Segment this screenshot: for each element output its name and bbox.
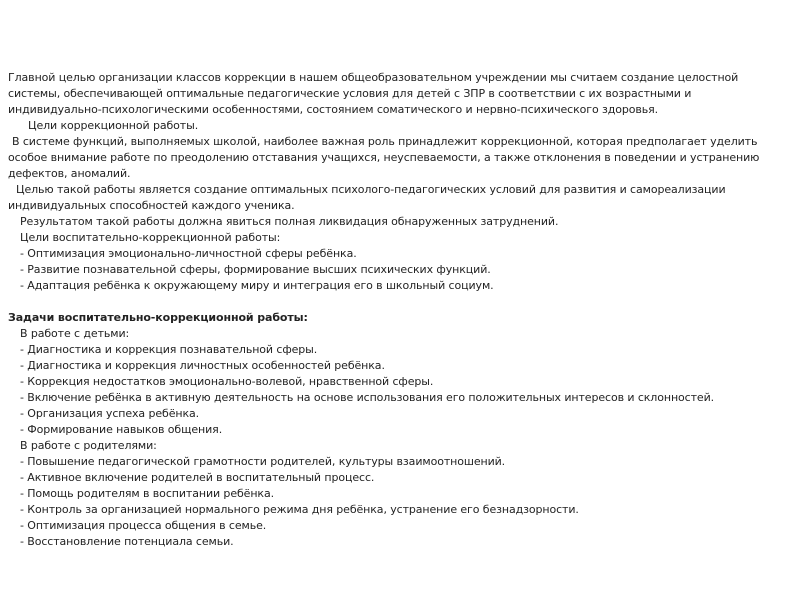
list-item: - Повышение педагогической грамотности родителей, культуры взаимоотношений. [20, 455, 506, 468]
intro-paragraph: Главной целью организации классов коррекции в нашем общеобразовательном учреждении мы считаем создание целостной системы, обеспечивающей оптимальные педагогические условия для детей с ЗПР в соответствии с их возрастными и индивидуально-психологическими особенностями, состоянием соматического и нервно-психического здоровья. [8, 71, 739, 116]
list-item: - Оптимизация эмоционально-личностной сферы ребёнка. [20, 247, 357, 260]
system-functions-paragraph: В системе функций, выполняемых школой, наиболее важная роль принадлежит коррекционной, которая предполагает уделить особое внимание работе по преодолению отставания учащихся, неуспеваемости, а также отклонения в поведении и устранению дефектов, аномалий. [8, 135, 760, 180]
list-item: - Оптимизация процесса общения в семье. [20, 519, 267, 532]
list-item: - Формирование навыков общения. [20, 423, 223, 436]
list-item: - Диагностика и коррекция познавательной сферы. [20, 343, 318, 356]
goals-list [8, 246, 783, 294]
educational-goals-title: Цели воспитательно-коррекционной работы: [20, 231, 281, 244]
list-item: - Помощь родителям в воспитании ребёнка. [20, 487, 275, 500]
aim-paragraph: Целью такой работы является создание оптимальных психолого-педагогических условий для развития и самореализации индивидуальных способностей каждого ученика. [8, 183, 726, 212]
children-section [8, 326, 783, 438]
list-item: - Диагностика и коррекция личностных особенностей ребёнка. [20, 359, 385, 372]
result-paragraph: Результатом такой работы должна явиться полная ликвидация обнаруженных затруднений. [20, 215, 559, 228]
parents-section-title: В работе с родителями: [20, 439, 157, 452]
list-item: - Организация успеха ребёнка. [20, 407, 200, 420]
correction-goals-title: Цели коррекционной работы. [28, 119, 199, 132]
list-item: - Восстановление потенциала семьи. [20, 535, 234, 548]
children-section-title: В работе с детьми: [20, 327, 130, 340]
list-item: - Контроль за организацией нормального режима дня ребёнка, устранение его безнадзорности. [20, 503, 579, 516]
list-item: - Активное включение родителей в воспитательный процесс. [20, 471, 375, 484]
list-item: - Адаптация ребёнка к окружающему миру и интеграция его в школьный социум. [20, 279, 494, 292]
list-item: - Коррекция недостатков эмоционально-волевой, нравственной сферы. [20, 375, 434, 388]
tasks-heading: Задачи воспитательно-коррекционной работы: [8, 311, 308, 324]
document-body [8, 70, 783, 550]
parents-section [8, 438, 783, 550]
list-item: - Развитие познавательной сферы, формирование высших психических функций. [20, 263, 491, 276]
list-item: - Включение ребёнка в активную деятельность на основе использования его положительных интересов и склонностей. [20, 391, 715, 404]
